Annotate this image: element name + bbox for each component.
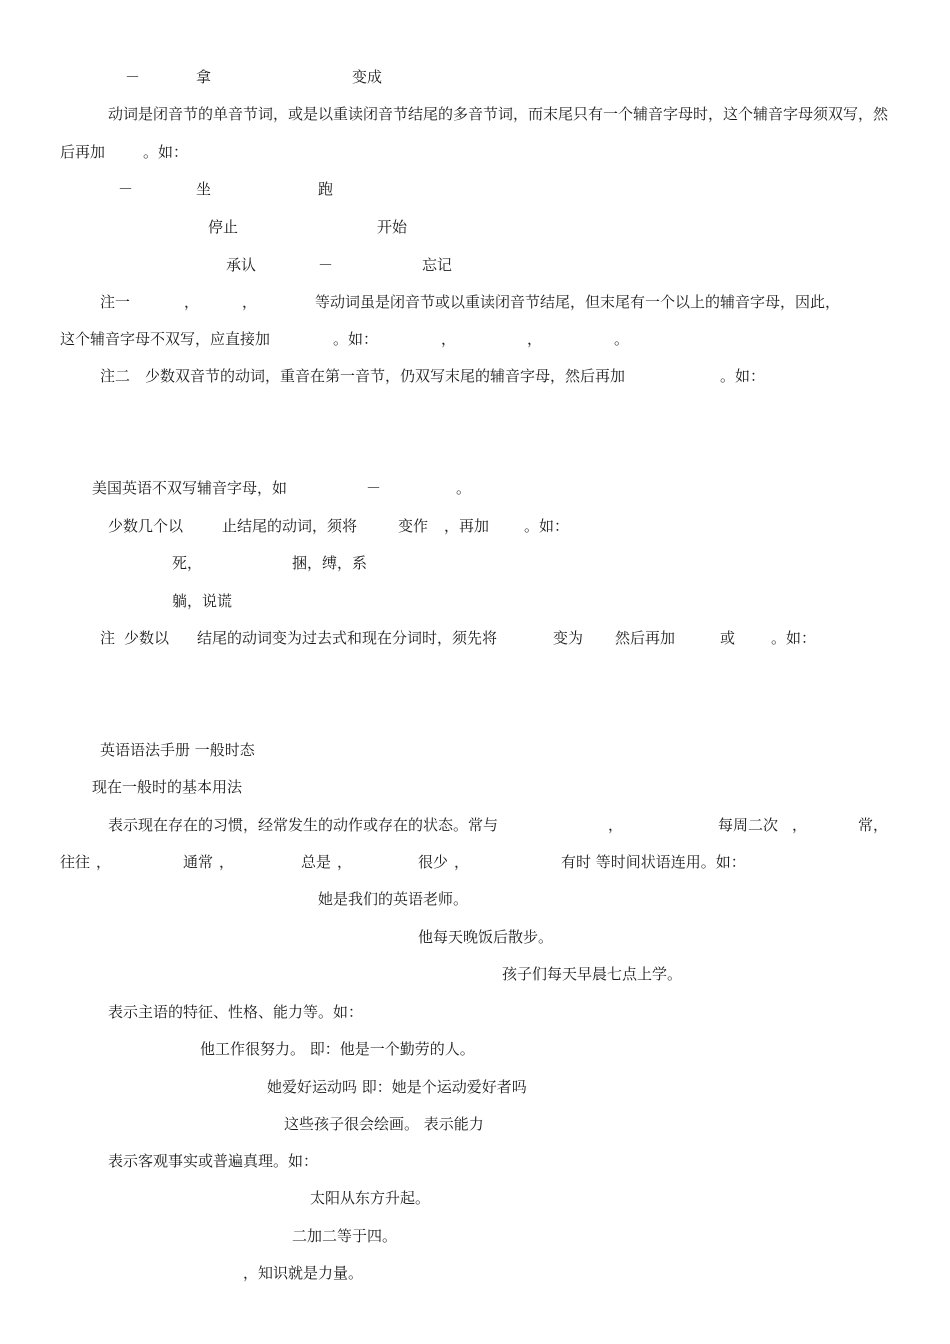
- gloss-run: 跑: [318, 180, 334, 198]
- gloss-forget: 忘记: [422, 256, 453, 274]
- usage-habit-text: 表示现在存在的习惯，经常发生的动作或存在的状态。常与: [108, 816, 499, 834]
- rule-ie-e: 。如：: [524, 517, 570, 535]
- dash: －: [366, 479, 382, 497]
- american-english-note: 美国英语不双写辅音字母，如: [92, 479, 288, 497]
- gloss-usually: 往往 ，: [60, 853, 112, 871]
- note-label: 注: [100, 629, 116, 647]
- period: 。: [456, 479, 472, 497]
- example-sentence: 她爱好运动吗 即：她是个运动爱好者吗: [267, 1078, 527, 1096]
- gloss-often: 常，: [858, 816, 889, 834]
- note-c-b: 结尾的动词变为过去式和现在分词时，须先将: [197, 629, 498, 647]
- comma: ，: [184, 293, 200, 311]
- usage-habit-end: 有时 等时间状语连用。如：: [561, 853, 746, 871]
- note-one-line2-tail: 。如：: [333, 330, 379, 348]
- gloss-begin: 开始: [377, 218, 408, 236]
- comma: ，: [527, 330, 543, 348]
- rule-ie-d: ，再加: [444, 517, 490, 535]
- note-c-c: 变为: [553, 629, 584, 647]
- period: 。: [614, 330, 630, 348]
- example-sentence: ，知识就是力量。: [243, 1264, 364, 1282]
- rule-ie-b: 止结尾的动词，须将: [222, 517, 358, 535]
- note-one-line2: 这个辅音字母不双写，应直接加: [60, 330, 271, 348]
- note-two-tail: 。如：: [720, 367, 766, 385]
- gloss-become: 变成: [352, 68, 383, 86]
- gloss-take: 拿: [196, 68, 212, 86]
- gloss-admit: 承认: [226, 256, 257, 274]
- gloss-twice-weekly: 每周二次: [718, 816, 779, 834]
- note-c-a: 少数以: [124, 629, 170, 647]
- note-c-f: 。如：: [771, 629, 817, 647]
- gloss-always: 总是 ，: [301, 853, 353, 871]
- note-two-text: 注二 少数双音节的动词，重音在第一音节，仍双写末尾的辅音字母，然后再加: [100, 367, 626, 385]
- usage-fact-text: 表示客观事实或普遍真理。如：: [108, 1152, 319, 1170]
- gloss-tie: 捆，缚，系: [292, 554, 368, 572]
- gloss-stop: 停止: [208, 218, 239, 236]
- gloss-lie: 躺，说谎: [172, 592, 233, 610]
- dash: －: [125, 68, 141, 86]
- note-one-text: 等动词虽是闭音节或以重读闭音节结尾，但末尾有一个以上的辅音字母，因此，: [315, 293, 841, 311]
- comma: ，: [242, 293, 258, 311]
- example-sentence: 太阳从东方升起。: [310, 1189, 431, 1207]
- usage-trait-text: 表示主语的特征、性格、能力等。如：: [108, 1003, 364, 1021]
- rule-double-consonant: 动词是闭音节的单音节词，或是以重读闭音节结尾的多音节词，而末尾只有一个辅音字母时，这个辅音字母须双写，然后再加 。如：: [60, 105, 889, 161]
- comma: ，: [792, 816, 808, 834]
- example-sentence: 这些孩子很会绘画。 表示能力: [284, 1115, 484, 1133]
- section-heading: 英语语法手册 一般时态: [100, 741, 255, 759]
- example-sentence: 二加二等于四。: [292, 1227, 398, 1245]
- example-sentence: 他工作很努力。 即：他是一个勤劳的人。: [200, 1040, 475, 1058]
- gloss-die: 死，: [172, 554, 203, 572]
- rule-ie-a: 少数几个以: [108, 517, 184, 535]
- note-c-d: 然后再加: [615, 629, 676, 647]
- example-sentence: 她是我们的英语老师。: [318, 890, 469, 908]
- comma: ，: [441, 330, 457, 348]
- note-one-label: 注一: [100, 293, 131, 311]
- dash: －: [318, 256, 334, 274]
- gloss-normally: 通常 ，: [183, 853, 235, 871]
- gloss-seldom: 很少 ，: [418, 853, 470, 871]
- note-c-e: 或: [720, 629, 736, 647]
- dash: －: [118, 180, 134, 198]
- comma: ，: [608, 816, 624, 834]
- rule-ie-c: 变作: [398, 517, 429, 535]
- example-sentence: 孩子们每天早晨七点上学。: [502, 965, 683, 983]
- section-subheading: 现在一般时的基本用法: [92, 778, 243, 796]
- example-sentence: 他每天晚饭后散步。: [418, 928, 554, 946]
- gloss-sit: 坐: [196, 180, 212, 198]
